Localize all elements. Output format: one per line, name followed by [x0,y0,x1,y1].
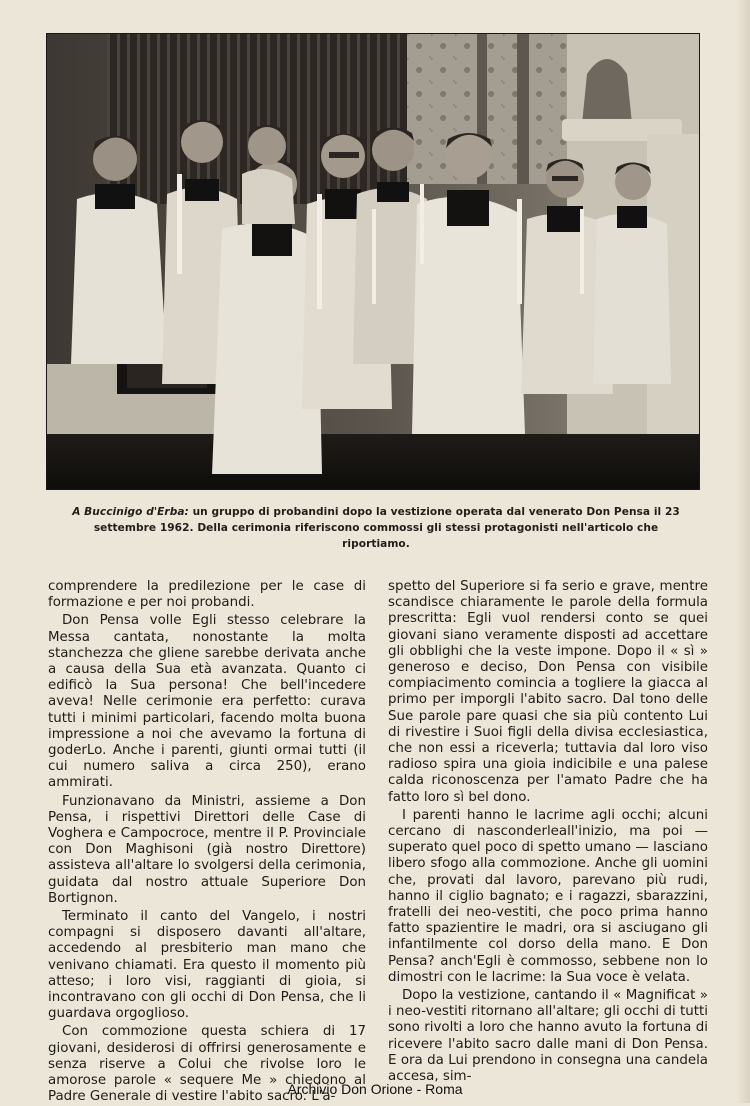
page-edge [736,0,750,1103]
article-right-column [388,579,708,1085]
paragraph: Don Pensa volle Egli stesso celebrare la Messa cantata, nonostante la molta stanchezza che gliene sarebbe derivata anche a causa della Sua età avanzata. Quanto ci edificò la Sua persona! Che bell'incedere aveva! Nelle cerimonie era perfetto: curava tutti i minimi particolari, facendo molta buona impressione a noi che avevamo la fortuna di goderLo. Anche i parenti, giunti ormai tutti (il cui numero saliva a circa 250), erano ammirati. [48,613,366,791]
paragraph: Terminato il canto del Vangelo, i nostri compagni si disposero davanti all'altare, accedendo al presbiterio man mano che venivano chiamati. Era questo il momento più atteso; i loro visi, raggianti di gioia, si incontravano con gli occhi di Don Pensa, che li guardava orgoglioso. [48,909,366,1022]
photograph-probandini [46,33,700,490]
paragraph: spetto del Superiore si fa serio e grave, mentre scandisce chiaramente le parole della formula prescritta: Egli vuol rendersi conto se quei giovani siano veramente disposti ad accettare gli obblighi che la veste impone. Dopo il « sì » generoso e deciso, Don Pensa con visibile compiacimento comincia a togliere la giacca al primo per imporgli l'abito sacro. Dal tono delle Sue parole pare quasi che sia più contento Lui di rivestire i Suoi figli della divisa ecclesiastica, che non essi a riceverla; tuttavia dal loro viso radioso spira una gioia indicibile e una palese calda riconoscenza per l'amato Padre che ha fatto loro sì bel dono. [388,579,708,805]
paragraph: Dopo la vestizione, cantando il « Magnificat » i neo-vestiti ritornano all'altare; gli occhi di tutti sono rivolti a loro che hanno avuto la fortuna di ricevere l'abito sacro dalle mani di Don Pensa. E ora da Lui prendono in consegna una candela accesa, sim- [388,988,708,1085]
paragraph: Con commozione questa schiera di 17 giovani, desiderosi di offrirsi generosamente e senza riserve a Colui che rivolse loro le amorose parole « sequere Me » chiedono al Padre Generale di vestire l'abito sacro. L'a- [48,1024,366,1105]
article-left-column [48,579,366,1106]
paragraph: I parenti hanno le lacrime agli occhi; alcuni cercano di nasconderleall'inizio, ma poi — superato quel poco di spetto umano — lasciano libero sfogo alla commozione. Anche gli uomini che, provati dal lavoro, parevano più rudi, hanno il ciglio bagnato; e i ragazzi, sbarazzini, fratelli dei neo-vestiti, che poco prima hanno fatto spazientire le madri, ora si asciugano gli infantilmente col dorso della mano. E Don Pensa? anch'Egli è commosso, sebbene non lo dimostri con le lacrime: la Sua voce è velata. [388,807,708,985]
photo-caption [70,504,682,552]
caption-place: A Buccinigo d'Erba: [72,506,189,518]
archive-footer: Archivio Don Orione - Roma [287,1081,463,1097]
paragraph: comprendere la predilezione per le case di formazione e per noi probandi. [48,579,366,611]
photo-scene [47,34,699,489]
paragraph: Funzionavano da Ministri, assieme a Don Pensa, i rispettivi Direttori delle Case di Voghera e Campocroce, mentre il P. Provinciale con Don Maghisoni (già nostro Direttore) assisteva all'altare lo svolgersi della cerimonia, guidata dal nostro attuale Superiore Don Bortignon. [48,793,366,906]
caption-text: un gruppo di probandini dopo la vestizione operata dal venerato Don Pensa il 23 settembre 1962. Della cerimonia riferiscono commossi gli stessi protagonisti nell'articolo che riportiamo. [93,506,680,550]
